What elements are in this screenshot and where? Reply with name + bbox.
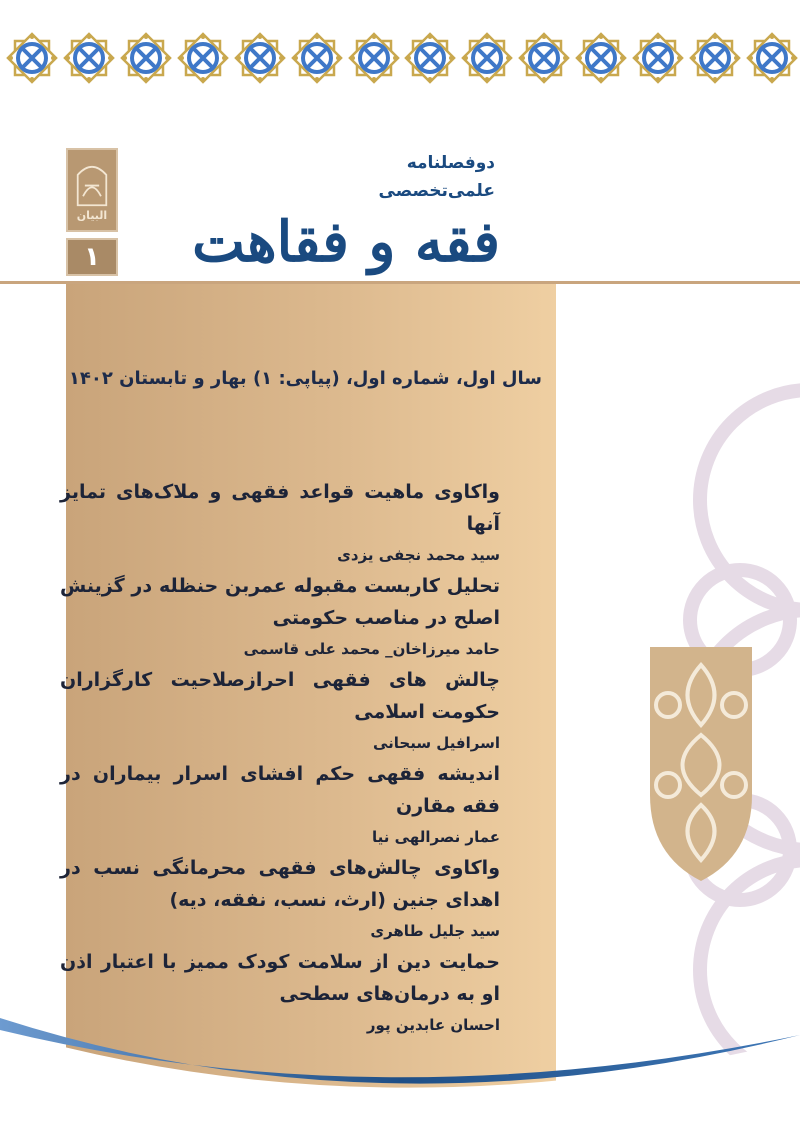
article-title: تحلیل کاربست مقبوله عمربن حنظله در گزینش اصلح در مناصب حکومتی bbox=[60, 575, 500, 629]
article-item bbox=[60, 664, 500, 758]
issue-info: سال اول، شماره اول، (پیاپی: ۱) بهار و تابستان ۱۴۰۲ bbox=[68, 368, 542, 389]
star-ornament-icon bbox=[175, 30, 232, 86]
star-ornament-icon bbox=[743, 30, 800, 86]
star-ornament-icon bbox=[4, 30, 61, 86]
star-ornament-icon bbox=[459, 30, 516, 86]
logo-arch-icon bbox=[74, 157, 110, 207]
article-author: حامد میرزاخان_ محمد علی قاسمی bbox=[243, 640, 500, 658]
article-author: سید جلیل طاهری bbox=[370, 922, 500, 940]
issue-number-badge: ۱ bbox=[66, 238, 118, 276]
article-item bbox=[60, 476, 500, 570]
star-ornament-icon bbox=[402, 30, 459, 86]
star-ornament-icon bbox=[686, 30, 743, 86]
article-author: احسان عابدین پور bbox=[366, 1016, 500, 1034]
star-ornament-icon bbox=[118, 30, 175, 86]
article-title: اندیشه فقهی حکم افشای اسرار بیماران در فقه مقارن bbox=[60, 763, 500, 817]
article-author: عمار نصرالهی نیا bbox=[372, 828, 500, 846]
publisher-logo bbox=[66, 148, 118, 232]
journal-title-block bbox=[150, 209, 500, 276]
article-author: سید محمد نجفی یزدی bbox=[337, 546, 500, 564]
star-ornament-icon bbox=[288, 30, 345, 86]
star-ornament-icon bbox=[61, 30, 118, 86]
article-title: حمایت دین از سلامت کودک ممیز با اعتبار اذن او به درمان‌های سطحی bbox=[60, 951, 500, 1005]
article-item bbox=[60, 852, 500, 946]
article-author: اسرافیل سبحانی bbox=[372, 734, 500, 752]
star-ornament-icon bbox=[516, 30, 573, 86]
journal-title: فقه و فقاهت bbox=[192, 209, 500, 275]
article-item bbox=[60, 570, 500, 664]
publisher-logo-text: البیان bbox=[76, 209, 108, 222]
article-item bbox=[60, 758, 500, 852]
article-list bbox=[60, 476, 500, 1040]
star-ornament-icon bbox=[629, 30, 686, 86]
shield-ornament-icon bbox=[648, 645, 754, 883]
star-ornament-icon bbox=[231, 30, 288, 86]
article-title: چالش های فقهی احرازصلاحیت کارگزاران حکومت اسلامی bbox=[60, 669, 500, 723]
journal-type-line2: علمی‌تخصصی bbox=[378, 181, 495, 201]
star-ornament-icon bbox=[573, 30, 630, 86]
article-title: واکاوی ماهیت قواعد فقهی و ملاک‌های تمایز آنها bbox=[60, 481, 500, 535]
ornament-border bbox=[4, 30, 800, 86]
blue-swoosh-decoration bbox=[0, 990, 800, 1131]
journal-type-line1: دوفصلنامه bbox=[406, 153, 495, 173]
article-title: واکاوی چالش‌های فقهی محرمانگی نسب در اهدای جنین (ارث، نسب، نفقه، دیه) bbox=[60, 857, 500, 911]
star-ornament-icon bbox=[345, 30, 402, 86]
